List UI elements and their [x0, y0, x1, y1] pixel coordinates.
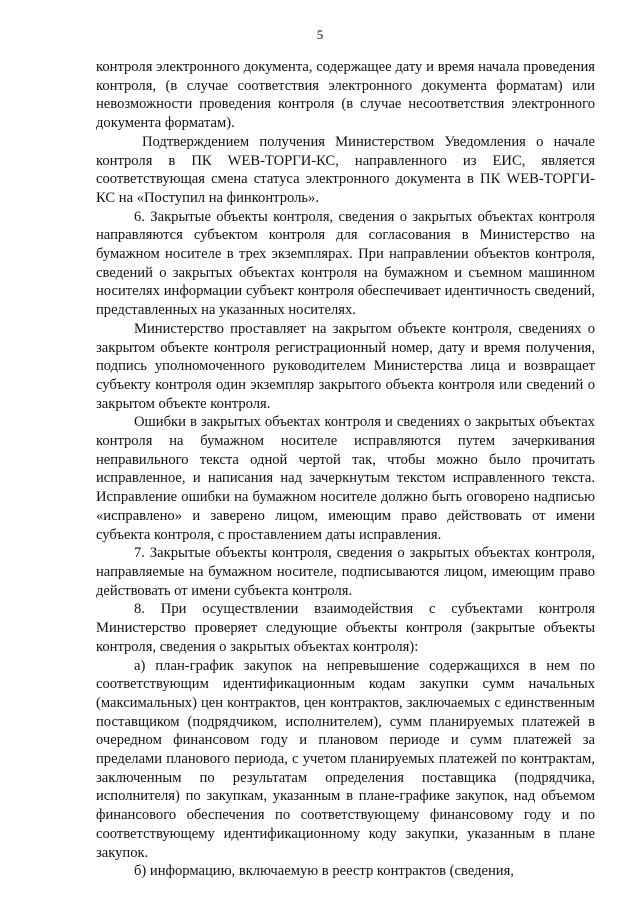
paragraph-confirmation: Подтверждением получения Министерством Уведомления о начале контроля в ПК WEB-ТОРГИ-КС, направленного из ЕИС, является соответствующая смена статуса электронного документа в ПК WEB-ТОРГИ-КС на «Поступил на финконтроль». — [96, 133, 595, 206]
paragraph-item-8b: б) информацию, включаемую в реестр контрактов (сведения, — [134, 863, 514, 880]
page-number: 5 — [316, 27, 324, 42]
paragraph-item-8a: а) план-график закупок на непревышение содержащихся в нем по соответствующим идентификационным кодам закупки сумм начальных (максимальных) цен контрактов, цен контрактов, заключаемых с единственным поставщиком (подрядчиком, исполнителем), сумм планируемых платежей в очередном финансовом году и плановом периоде и сумм платежей за пределами планового периода, с учетом планируемых платежей по контрактам, заключенным по результатам определения поставщика (подрядчика, исполнителя) по закупкам, указанным в плане-графике закупок, над объемом финансового обеспечения по соответствующему финансовому году и по соответствующему идентификационному коду закупки, указанным в плане закупок. — [96, 657, 595, 861]
paragraph-control-notice-continuation: контроля электронного документа, содержащее дату и время начала проведения контроля, (в случае соответствия электронного документа форматам) или невозможности проведения контроля (в случае несоответствия электронного документа форматам). — [96, 59, 595, 132]
paragraph-item-7: 7. Закрытые объекты контроля, сведения о закрытых объектах контроля, направляемые на бумажном носителе, подписываются лицом, имеющим право действовать от имени субъекта контроля. — [96, 545, 595, 599]
paragraph-error-correction: Ошибки в закрытых объектах контроля и сведениях о закрытых объектах контроля на бумажном носителе исправляются путем зачеркивания неправильного текста одной чертой так, чтобы можно было прочитать исправленное, и написания над зачеркнутым текстом исправленного текста. Исправление ошибки на бумажном носителе должно быть оговорено надписью «исправлено» и заверено лицом, имеющим право действовать от имени субъекта контроля, с проставлением даты исправления. — [96, 414, 595, 543]
paragraph-item-8: 8. При осуществлении взаимодействия с субъектами контроля Министерство проверяет следующие объекты контроля (закрытые объекты контроля, сведения о закрытых объектах контроля): — [96, 601, 595, 655]
document-body — [96, 58, 595, 881]
paragraph-item-6: 6. Закрытые объекты контроля, сведения о закрытых объектах контроля направляются субъектом контроля для согласования в Министерство на бумажном носителе в трех экземплярах. При направлении объектов контроля, сведений о закрытых объектах контроля на бумажном и съемном машинном носителях информации субъект контроля обеспечивает идентичность сведений, представленных на указанных носителях. — [96, 208, 595, 319]
paragraph-registration: Министерство проставляет на закрытом объекте контроля, сведениях о закрытом объекте контроля регистрационный номер, дату и время получения, подпись уполномоченного руководителем Министерства лица и возвращает субъекту контроля один экземпляр закрытого объекта контроля или сведений о закрытом объекте контроля. — [96, 320, 595, 412]
